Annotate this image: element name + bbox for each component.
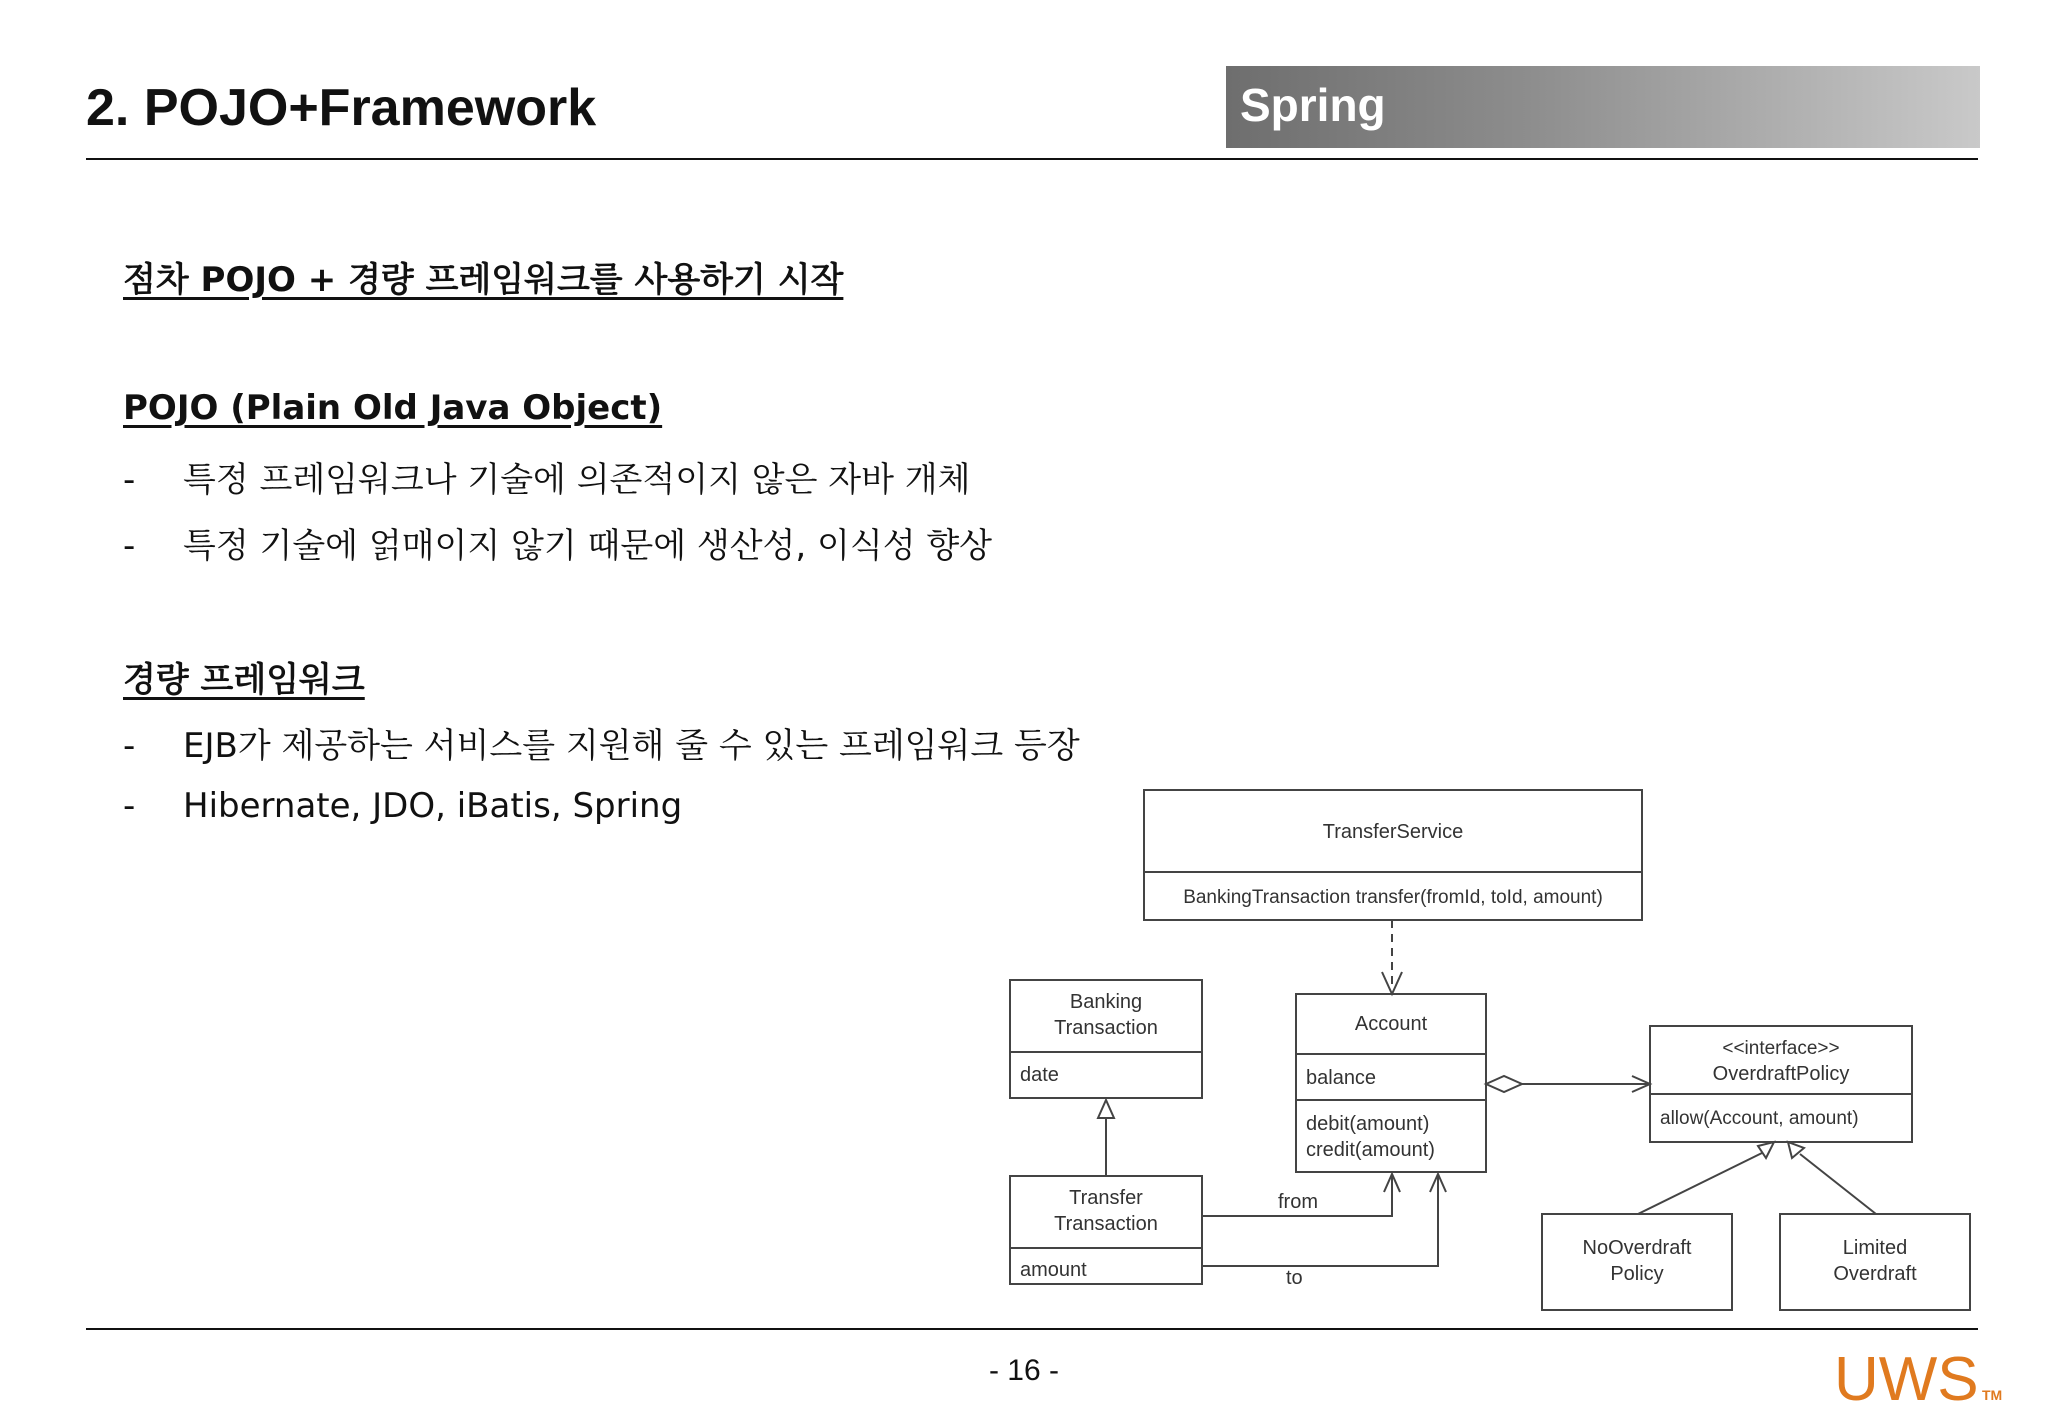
header-divider [86, 158, 1978, 160]
framework-heading: 경량 프레임워크 [123, 660, 365, 700]
footer-divider [86, 1328, 1978, 1330]
banking-transaction-name-2: Transaction [1054, 1017, 1158, 1039]
to-association-line [1202, 1176, 1438, 1266]
transfer-transaction-name-1: Transfer [1069, 1187, 1143, 1209]
bullet-marker: - [123, 526, 136, 566]
intro-heading: 점차 POJO + 경량 프레임워크를 사용하기 시작 [123, 260, 844, 300]
overdraft-policy-name: OverdraftPolicy [1712, 1063, 1850, 1085]
aggregation-diamond [1486, 1076, 1522, 1092]
account-method-2: credit(amount) [1306, 1139, 1435, 1161]
no-overdraft-name-2: Policy [1610, 1263, 1664, 1285]
transfer-transaction-attr: amount [1020, 1259, 1087, 1281]
section-badge-label: Spring [1240, 79, 1386, 131]
uws-logo [1832, 1342, 2022, 1406]
association-label-to: to [1286, 1267, 1303, 1289]
overdraft-policy-stereotype: <<interface>> [1722, 1038, 1840, 1059]
transfer-service-name: TransferService [1322, 821, 1464, 843]
account-name: Account [1354, 1013, 1428, 1035]
no-overdraft-name-1: NoOverdraft [1582, 1237, 1692, 1259]
overdraft-policy-method: allow(Account, amount) [1660, 1108, 1859, 1129]
transfer-transaction-name-2: Transaction [1054, 1213, 1158, 1235]
logo-tm: TM [1982, 1387, 2003, 1403]
pojo-bullet-2 [123, 518, 992, 567]
bullet-marker: - [123, 726, 136, 766]
inheritance-triangle [1098, 1100, 1114, 1118]
uml-class-diagram [990, 780, 1990, 1320]
account-method-1: debit(amount) [1306, 1113, 1430, 1135]
bullet-text: 특정 프레임워크나 기술에 의존적이지 않은 자바 개체 [183, 460, 971, 500]
logo-text: UWS [1834, 1345, 1979, 1406]
bullet-marker: - [123, 460, 136, 500]
transfer-service-method: BankingTransaction transfer(fromId, toId, amount) [1183, 887, 1603, 908]
banking-transaction-name-1: Banking [1069, 991, 1143, 1013]
pojo-heading: POJO (Plain Old Java Object) [123, 388, 663, 428]
account-attr: balance [1306, 1067, 1377, 1089]
realization-triangle-1 [1758, 1142, 1774, 1158]
page-title: 2. POJO+Framework [86, 79, 597, 137]
bullet-text: Hibernate, JDO, iBatis, Spring [183, 786, 683, 826]
section-badge [1226, 66, 1980, 148]
no-overdraft-box [1542, 1214, 1732, 1310]
realization-line-2 [1800, 1154, 1876, 1214]
page-number: - 16 - [988, 1354, 1060, 1387]
bullet-marker: - [123, 786, 136, 826]
association-label-from: from [1278, 1191, 1318, 1213]
limited-overdraft-box [1780, 1214, 1970, 1310]
limited-overdraft-name-1: Limited [1842, 1237, 1908, 1259]
framework-bullet-1 [123, 718, 1080, 767]
limited-overdraft-name-2: Overdraft [1833, 1263, 1917, 1285]
bullet-text: EJB가 제공하는 서비스를 지원해 줄 수 있는 프레임워크 등장 [183, 726, 1080, 766]
framework-bullet-2 [123, 786, 682, 826]
banking-transaction-attr: date [1020, 1064, 1059, 1086]
pojo-bullet-1 [123, 452, 970, 501]
bullet-text: 특정 기술에 얽매이지 않기 때문에 생산성, 이식성 향상 [183, 526, 993, 566]
realization-line-1 [1638, 1152, 1764, 1214]
